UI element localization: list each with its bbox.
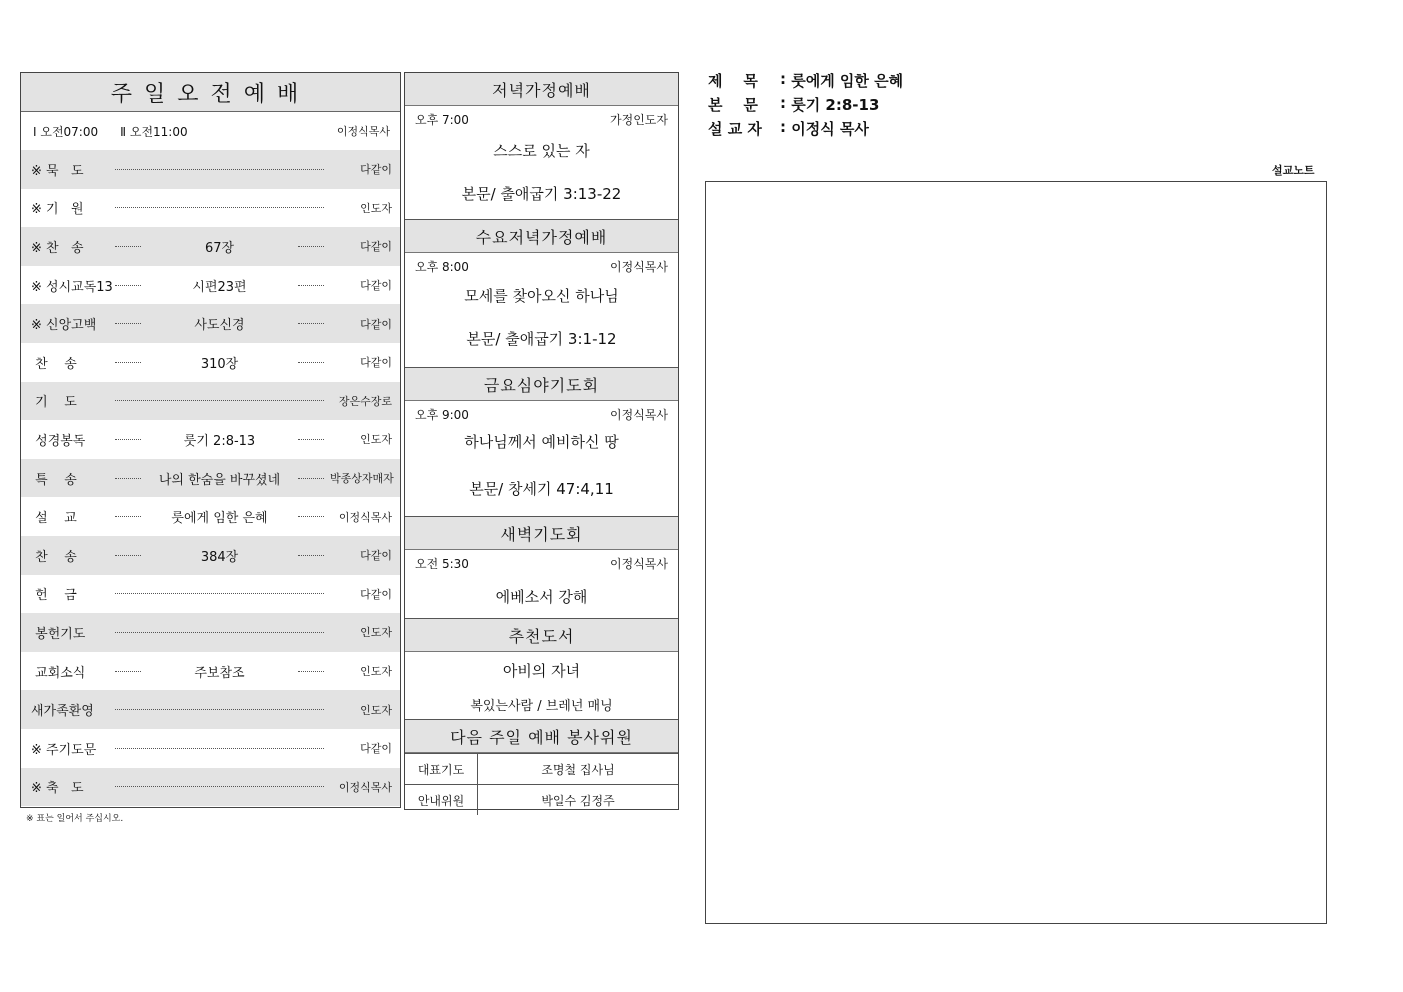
evening-worship-title: 저녁가정예배 (405, 73, 678, 106)
evening-worship-time: 오후 7:00 (415, 113, 469, 127)
friday-prayer-title: 금요심야기도회 (405, 368, 678, 401)
service-item-name: ※ 기 원 (31, 202, 84, 218)
service-item-content: 룻에게 임한 은혜 (171, 511, 268, 527)
service-order-row (21, 382, 400, 421)
service-item-content: 나의 한숨을 바꾸셨네 (158, 472, 281, 488)
sermon-text-label: 본 문 (708, 96, 758, 114)
recommended-books-section (405, 619, 678, 720)
dotted-leader (115, 207, 324, 208)
service-item-detail (109, 430, 330, 449)
service-order-row (21, 343, 400, 382)
dotted-leader (115, 362, 141, 363)
service-item-content: 310장 (200, 356, 239, 372)
dotted-leader (115, 748, 324, 749)
table-row (405, 754, 678, 785)
service-item-name: 특 송 (31, 472, 77, 488)
volunteer-name: 박일수 김정주 (478, 785, 679, 816)
service-item-name: 성경봉독 (31, 433, 86, 449)
service-time-1: Ⅰ 오전07:00 (33, 124, 99, 139)
service-order-row (21, 459, 400, 498)
service-item-detail (109, 207, 330, 208)
service-times (21, 112, 400, 150)
service-item-name: ※ 주기도문 (31, 742, 97, 758)
service-order-row (21, 266, 400, 305)
sermon-preacher-label: 설 교 자 (708, 120, 762, 138)
dawn-prayer-leader: 이정식목사 (610, 557, 668, 571)
dotted-leader (298, 323, 324, 324)
service-item-name: 헌 금 (31, 588, 77, 604)
friday-prayer-topic: 하나님께서 예비하신 땅 (464, 433, 619, 451)
service-footnote: ※ 표는 일어서 주십시오. (26, 814, 124, 824)
dawn-prayer-time: 오전 5:30 (415, 557, 469, 571)
service-title: 주일오전예배 (21, 73, 400, 112)
service-item-detail (109, 593, 330, 594)
service-item-detail (109, 276, 330, 295)
service-item-detail (109, 662, 330, 681)
service-preacher: 이정식목사 (336, 125, 390, 138)
sermon-preacher-line (708, 118, 869, 139)
colon: : (780, 70, 792, 88)
friday-prayer-leader: 이정식목사 (610, 408, 668, 422)
service-item-detail (109, 748, 330, 749)
service-order-row (21, 189, 400, 228)
service-item-leader: 다같이 (360, 549, 392, 563)
service-item-name: 찬 송 (31, 549, 77, 565)
wednesday-worship-time: 오후 8:00 (415, 260, 469, 274)
service-order-row (21, 729, 400, 768)
service-item-leader: 박종상자매자 (330, 472, 394, 486)
dotted-leader (298, 285, 324, 286)
service-item-leader: 다같이 (360, 240, 392, 254)
volunteers-table (405, 753, 678, 815)
dotted-leader (115, 478, 141, 479)
dotted-leader (115, 555, 141, 556)
wednesday-worship-info (405, 253, 678, 275)
sermon-title-label: 제 목 (708, 72, 758, 90)
service-order-row (21, 227, 400, 266)
dotted-leader (115, 709, 324, 710)
evening-worship-section (405, 73, 678, 220)
friday-prayer-scripture: 본문/ 창세기 47:4,11 (469, 480, 614, 498)
evening-worship-topic: 스스로 있는 자 (493, 142, 590, 160)
sermon-note-label: 설교노트 (1272, 164, 1315, 177)
sermon-title-line (708, 70, 903, 91)
service-item-name: 찬 송 (31, 356, 77, 372)
sermon-preacher: 이정식 목사 (791, 120, 869, 138)
dotted-leader (298, 671, 324, 672)
service-item-detail (109, 786, 330, 787)
sermon-text-line (708, 94, 879, 115)
dawn-prayer-info (405, 550, 678, 572)
dotted-leader (115, 323, 141, 324)
service-item-name: ※ 찬 송 (31, 240, 84, 256)
recommended-book-author: 복있는사람 / 브레넌 매닝 (470, 699, 613, 714)
service-order-row (21, 497, 400, 536)
service-item-detail (109, 169, 330, 170)
dotted-leader (298, 516, 324, 517)
service-item-detail (109, 507, 330, 526)
sunday-service-box (20, 72, 401, 808)
dotted-leader (115, 246, 141, 247)
dotted-leader (115, 169, 324, 170)
service-item-leader: 다같이 (360, 163, 392, 177)
dotted-leader (115, 593, 324, 594)
service-item-name: 기 도 (31, 395, 77, 411)
evening-worship-scripture: 본문/ 출애굽기 3:13-22 (461, 185, 622, 203)
service-order-list (21, 150, 400, 806)
friday-prayer-section (405, 368, 678, 517)
service-order-row (21, 420, 400, 459)
service-item-detail (109, 709, 330, 710)
dotted-leader (115, 516, 141, 517)
service-item-detail (109, 314, 330, 333)
service-item-leader: 인도자 (360, 433, 392, 447)
evening-worship-leader: 가정인도자 (610, 113, 668, 127)
service-item-name: ※ 묵 도 (31, 163, 84, 179)
dotted-leader (115, 400, 324, 401)
service-item-leader: 이정식목사 (338, 780, 392, 794)
service-item-name: 설 교 (31, 511, 77, 527)
dotted-leader (115, 671, 141, 672)
dotted-leader (298, 555, 324, 556)
service-order-row (21, 652, 400, 691)
colon: : (780, 118, 792, 136)
dotted-leader (298, 439, 324, 440)
friday-prayer-time: 오후 9:00 (415, 408, 469, 422)
weekly-meetings-box (404, 72, 679, 810)
service-order-row (21, 575, 400, 614)
service-item-leader: 다같이 (360, 587, 392, 601)
dotted-leader (115, 786, 324, 787)
service-item-content: 67장 (204, 240, 235, 256)
service-item-content: 주보참조 (194, 665, 245, 681)
table-row (405, 785, 678, 816)
next-week-volunteers-section (405, 720, 678, 810)
service-item-leader: 이정식목사 (338, 510, 392, 524)
wednesday-worship-leader: 이정식목사 (610, 260, 668, 274)
service-item-detail (109, 632, 330, 633)
service-time-2: Ⅱ 오전11:00 (120, 124, 188, 139)
service-order-row (21, 613, 400, 652)
dawn-prayer-section (405, 517, 678, 619)
dawn-prayer-title: 새벽기도회 (405, 517, 678, 550)
dotted-leader (298, 246, 324, 247)
wednesday-worship-title: 수요저녁가정예배 (405, 220, 678, 253)
volunteer-role: 안내위원 (405, 785, 478, 816)
service-item-name: ※ 신앙고백 (31, 318, 97, 334)
service-item-leader: 다같이 (360, 742, 392, 756)
service-item-name: 교회소식 (31, 665, 86, 681)
service-item-leader: 다같이 (360, 279, 392, 293)
service-item-leader: 다같이 (360, 317, 392, 331)
dotted-leader (115, 285, 141, 286)
service-item-leader: 인도자 (360, 703, 392, 717)
service-item-leader: 인도자 (360, 665, 392, 679)
service-item-name: 봉헌기도 (31, 626, 86, 642)
dotted-leader (115, 632, 324, 633)
dawn-prayer-topic: 에베소서 강해 (495, 588, 588, 606)
service-order-row (21, 768, 400, 807)
service-order-row (21, 150, 400, 189)
sermon-text: 룻기 2:8-13 (791, 96, 880, 114)
evening-worship-info (405, 106, 678, 128)
service-item-name: ※ 축 도 (31, 781, 84, 797)
service-item-detail (109, 353, 330, 372)
service-item-detail (109, 400, 330, 401)
service-item-leader: 인도자 (360, 626, 392, 640)
dotted-leader (298, 478, 324, 479)
dotted-leader (298, 362, 324, 363)
wednesday-worship-section (405, 220, 678, 368)
next-week-volunteers-title: 다음 주일 예배 봉사위원 (405, 720, 678, 753)
wednesday-worship-scripture: 본문/ 출애굽기 3:1-12 (466, 330, 617, 348)
recommended-book-title: 아비의 자녀 (502, 662, 581, 680)
sermon-note-area[interactable] (705, 181, 1327, 924)
service-order-row (21, 536, 400, 575)
service-item-leader: 장은수장로 (338, 394, 392, 408)
dotted-leader (115, 439, 141, 440)
service-item-leader: 다같이 (360, 356, 392, 370)
service-item-detail (109, 237, 330, 256)
service-order-row (21, 690, 400, 729)
service-item-name: 새가족환영 (31, 704, 94, 720)
service-item-content: 384장 (200, 549, 239, 565)
colon: : (780, 94, 792, 112)
service-item-leader: 인도자 (360, 201, 392, 215)
service-order-row (21, 304, 400, 343)
service-item-content: 사도신경 (194, 318, 245, 334)
volunteer-name: 조명철 집사님 (478, 754, 679, 785)
wednesday-worship-topic: 모세를 찾아오신 하나님 (464, 287, 619, 305)
service-item-content: 시편23편 (192, 279, 247, 295)
recommended-books-title: 추천도서 (405, 619, 678, 652)
service-item-detail (109, 469, 330, 488)
sermon-title: 룻에게 임한 은혜 (791, 72, 904, 90)
service-item-detail (109, 546, 330, 565)
service-item-name: ※ 성시교독13 (31, 279, 113, 295)
volunteer-role: 대표기도 (405, 754, 478, 785)
friday-prayer-info (405, 401, 678, 423)
service-item-content: 룻기 2:8-13 (183, 433, 256, 449)
